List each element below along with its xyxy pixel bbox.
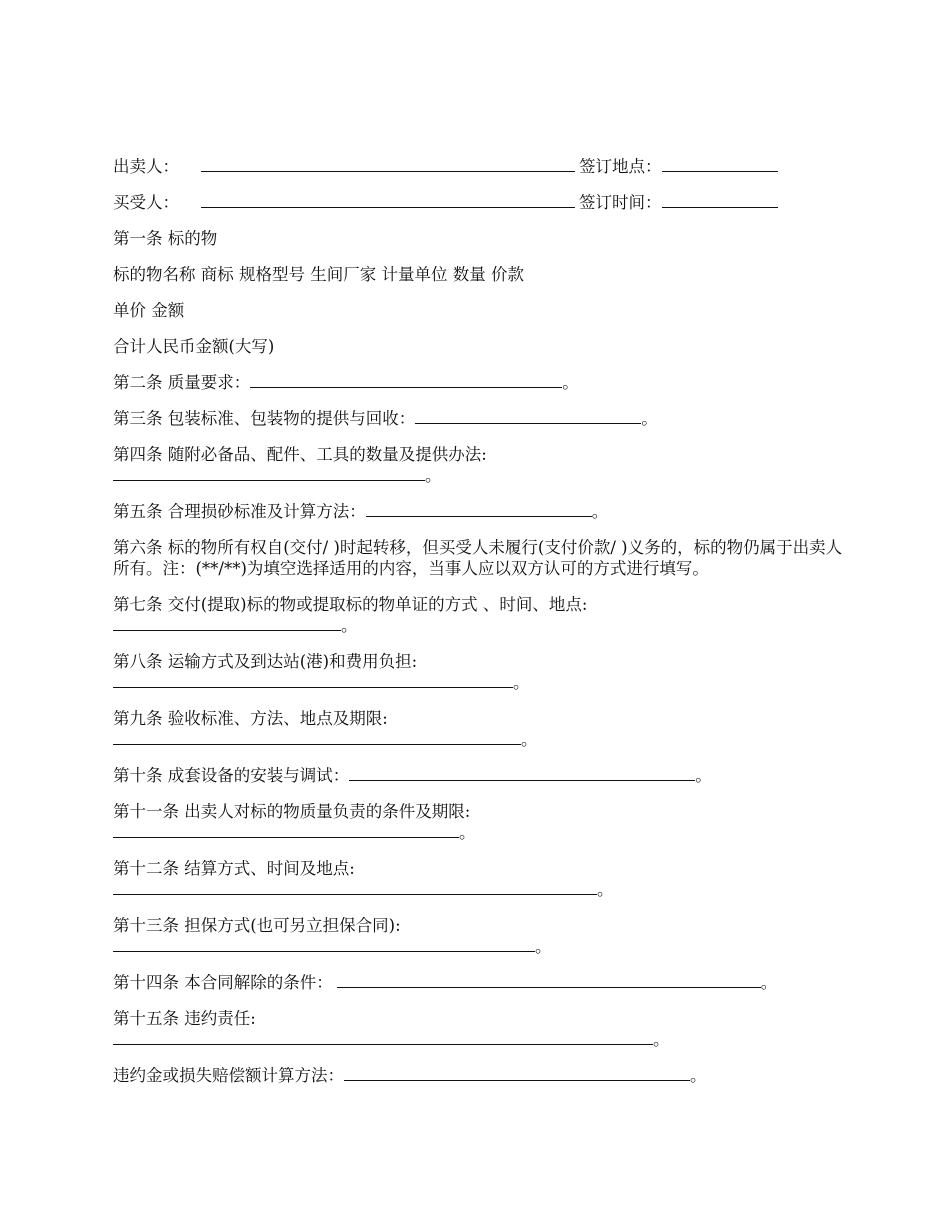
article-13-fill bbox=[113, 936, 843, 957]
article-4-period: 。 bbox=[425, 466, 442, 485]
article-1-total: 合计人民币金额(大写) bbox=[113, 337, 275, 356]
article-5-period: 。 bbox=[591, 502, 609, 521]
article-14-blank[interactable] bbox=[337, 972, 761, 988]
article-7-fill bbox=[113, 615, 843, 636]
article-6: 第六条 标的物所有权自(交付/ )时起转移，但买受人未履行(支付价款/ )义务的，标的物仍属于出卖人所有。注：(**/**)为填空选择适用的内容，当事人应以双方认可的方式进行填写。 bbox=[113, 538, 843, 578]
article-8-label: 第八条 运输方式及到达站(港)和费用负担: bbox=[113, 652, 418, 671]
buyer-label: 买受人： bbox=[113, 193, 179, 212]
article-2-label: 第二条 质量要求： bbox=[113, 373, 251, 392]
article-3-blank[interactable] bbox=[415, 408, 641, 424]
article-14-label: 第十四条 本合同解除的条件： bbox=[113, 973, 333, 992]
article-15-sub-period: 。 bbox=[690, 1066, 707, 1085]
article-4-label: 第四条 随附必备品、配件、工具的数量及提供办法: bbox=[113, 445, 487, 464]
article-12-label: 第十二条 结算方式、时间及地点: bbox=[113, 859, 355, 878]
sign-place-blank[interactable] bbox=[662, 156, 778, 172]
article-7-blank[interactable] bbox=[113, 615, 341, 631]
article-11-label: 第十一条 出卖人对标的物质量负责的条件及期限: bbox=[113, 802, 471, 821]
article-9-blank[interactable] bbox=[113, 729, 521, 745]
article-4-fill bbox=[113, 465, 843, 486]
article-13-label: 第十三条 担保方式(也可另立担保合同): bbox=[113, 916, 401, 935]
article-1-title: 第一条 标的物 bbox=[113, 229, 218, 248]
buyer-row bbox=[113, 192, 843, 213]
article-14 bbox=[113, 972, 843, 993]
article-4-blank[interactable] bbox=[113, 465, 425, 481]
contract-body bbox=[113, 156, 843, 1086]
article-7-label: 第七条 交付(提取)标的物或提取标的物单证的方式 、时间、地点: bbox=[113, 595, 588, 614]
article-11-blank[interactable] bbox=[113, 822, 459, 838]
article-11-fill bbox=[113, 822, 843, 843]
article-10-blank[interactable] bbox=[349, 765, 695, 781]
seller-label: 出卖人： bbox=[113, 157, 179, 176]
article-15-period: 。 bbox=[653, 1030, 670, 1049]
article-14-period: 。 bbox=[760, 973, 778, 992]
sign-place-label: 签订地点： bbox=[579, 157, 662, 176]
article-9-label: 第九条 验收标准、方法、地点及期限: bbox=[113, 709, 388, 728]
article-12-fill bbox=[113, 879, 843, 900]
article-15-blank[interactable] bbox=[113, 1029, 653, 1045]
seller-blank[interactable] bbox=[201, 156, 575, 172]
buyer-blank[interactable] bbox=[201, 192, 575, 208]
article-15-sub-blank[interactable] bbox=[344, 1065, 690, 1081]
article-2-period: 。 bbox=[562, 373, 579, 392]
article-12-period: 。 bbox=[597, 880, 614, 899]
article-13-period: 。 bbox=[535, 937, 552, 956]
sign-time-blank[interactable] bbox=[662, 192, 778, 208]
article-3 bbox=[113, 408, 843, 429]
article-9-fill bbox=[113, 729, 843, 750]
article-12-blank[interactable] bbox=[113, 879, 597, 895]
article-5-label: 第五条 合理损砂标准及计算方法： bbox=[113, 502, 366, 521]
article-3-period: 。 bbox=[641, 409, 658, 428]
sign-time-label: 签订时间： bbox=[579, 193, 662, 212]
article-1-columns: 标的物名称 商标 规格型号 生间厂家 计量单位 数量 价款 bbox=[113, 265, 524, 284]
article-15-label: 第十五条 违约责任: bbox=[113, 1009, 256, 1028]
article-2-blank[interactable] bbox=[250, 372, 562, 388]
article-11-period: 。 bbox=[459, 823, 476, 842]
article-8-fill bbox=[113, 672, 843, 693]
article-15-fill bbox=[113, 1029, 843, 1050]
seller-row bbox=[113, 156, 843, 177]
article-8-period: 。 bbox=[513, 673, 530, 692]
article-13-blank[interactable] bbox=[113, 936, 535, 952]
article-2 bbox=[113, 372, 843, 393]
article-10-period: 。 bbox=[695, 766, 712, 785]
article-8-blank[interactable] bbox=[113, 672, 513, 688]
article-5 bbox=[113, 501, 843, 522]
article-10-label: 第十条 成套设备的安装与调试： bbox=[113, 766, 350, 785]
article-10 bbox=[113, 765, 843, 786]
article-1-columns-2: 单价 金额 bbox=[113, 301, 185, 320]
article-9-period: 。 bbox=[521, 730, 538, 749]
article-3-label: 第三条 包装标准、包装物的提供与回收： bbox=[113, 409, 416, 428]
article-7-period: 。 bbox=[341, 616, 358, 635]
article-15-sub-label: 违约金或损失赔偿额计算方法： bbox=[113, 1066, 344, 1085]
article-15-sub bbox=[113, 1065, 843, 1086]
article-5-blank[interactable] bbox=[366, 501, 592, 517]
